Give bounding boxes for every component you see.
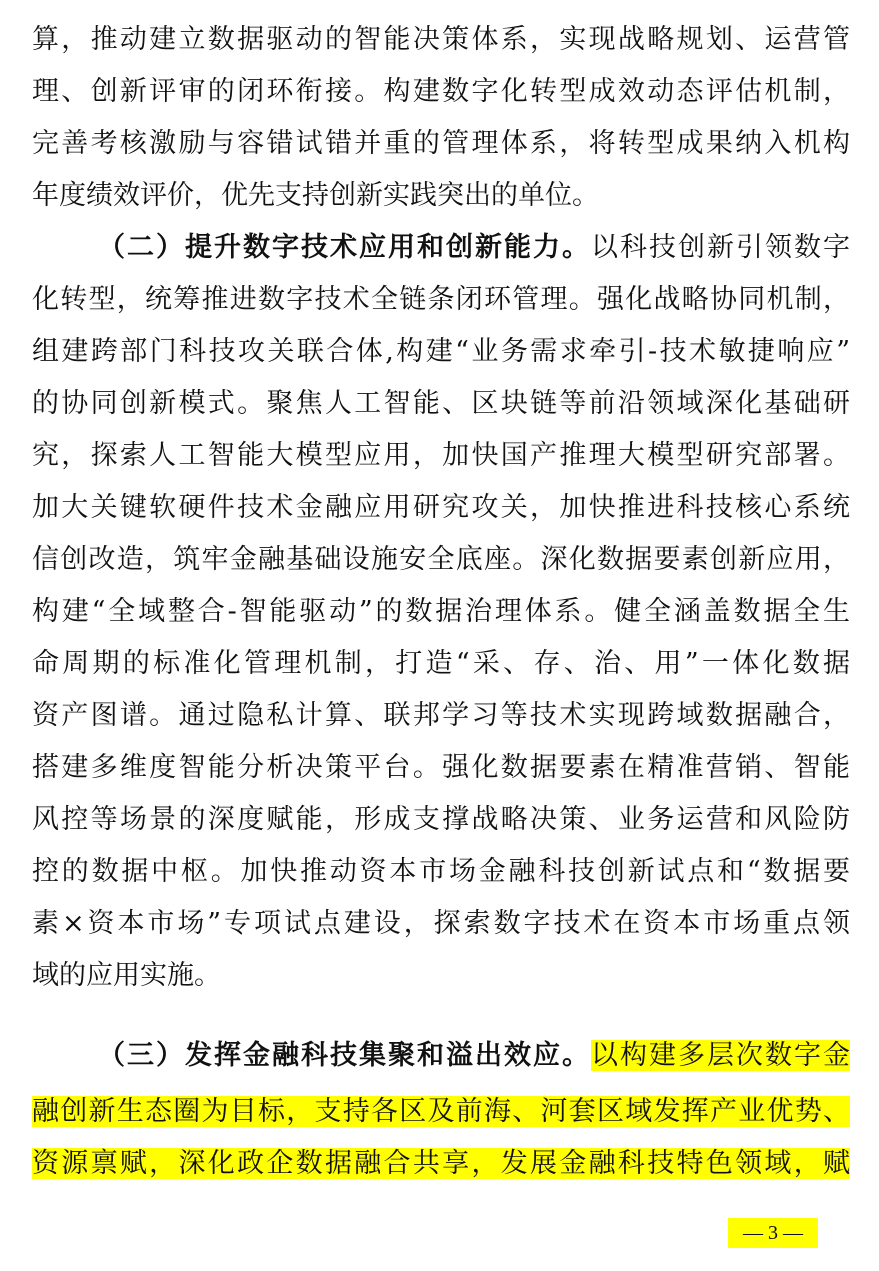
body-line: 搭建多维度智能分析决策平台。强化数据要素在精准营销、智能	[32, 752, 850, 783]
body-line: 加大关键软硬件技术金融应用研究攻关，加快推进科技核心系统	[32, 492, 850, 523]
page-number: — 3 —	[728, 1218, 818, 1248]
body-line: 的协同创新模式。聚焦人工智能、区块链等前沿领域深化基础研	[32, 388, 850, 419]
body-line: 命周期的标准化管理机制，打造“采、存、治、用”一体化数据	[32, 648, 850, 679]
body-line: 究，探索人工智能大模型应用，加快国产推理大模型研究部署。	[32, 440, 850, 471]
body-line: 算，推动建立数据驱动的智能决策体系，实现战略规划、运营管	[32, 24, 850, 55]
body-line: 域的应用实施。	[32, 960, 221, 991]
body-line: 构建“全域整合-智能驱动”的数据治理体系。健全涵盖数据全生	[32, 596, 850, 627]
section-two-text: 以科技创新引领数字	[591, 232, 850, 263]
body-line: 理、创新评审的闭环衔接。构建数字化转型成效动态评估机制，	[32, 76, 850, 107]
highlighted-line	[32, 1138, 850, 1190]
section-two-line	[98, 222, 850, 274]
highlighted-text: 融创新生态圈为目标，支持各区及前海、河套区域发挥产业优势、	[32, 1096, 850, 1127]
section-three-line	[98, 1030, 850, 1082]
body-line: 资产图谱。通过隐私计算、联邦学习等技术实现跨域数据融合，	[32, 700, 850, 731]
highlighted-line	[32, 1086, 850, 1138]
body-line: 化转型，统筹推进数字技术全链条闭环管理。强化战略协同机制，	[32, 284, 850, 315]
body-line: 控的数据中枢。加快推动资本市场金融科技创新试点和“数据要	[32, 856, 850, 887]
body-line: 组建跨部门科技攻关联合体,构建“业务需求牵引-技术敏捷响应”	[32, 336, 850, 367]
body-line: 信创改造，筑牢金融基础设施安全底座。深化数据要素创新应用，	[32, 544, 850, 575]
body-line: 完善考核激励与容错试错并重的管理体系，将转型成果纳入机构	[32, 128, 850, 159]
body-line: 素×资本市场”专项试点建设，探索数字技术在资本市场重点领	[32, 908, 850, 939]
body-line: 风控等场景的深度赋能，形成支撑战略决策、业务运营和风险防	[32, 804, 850, 835]
section-two-heading: （二）提升数字技术应用和创新能力。	[98, 232, 591, 263]
highlighted-text: 资源禀赋，深化政企数据融合共享，发展金融科技特色领域，赋	[32, 1148, 850, 1179]
section-three-heading: （三）发挥金融科技集聚和溢出效应。	[98, 1040, 591, 1071]
highlighted-text: 以构建多层次数字金	[591, 1040, 850, 1071]
body-line: 年度绩效评价，优先支持创新实践突出的单位。	[32, 180, 599, 211]
